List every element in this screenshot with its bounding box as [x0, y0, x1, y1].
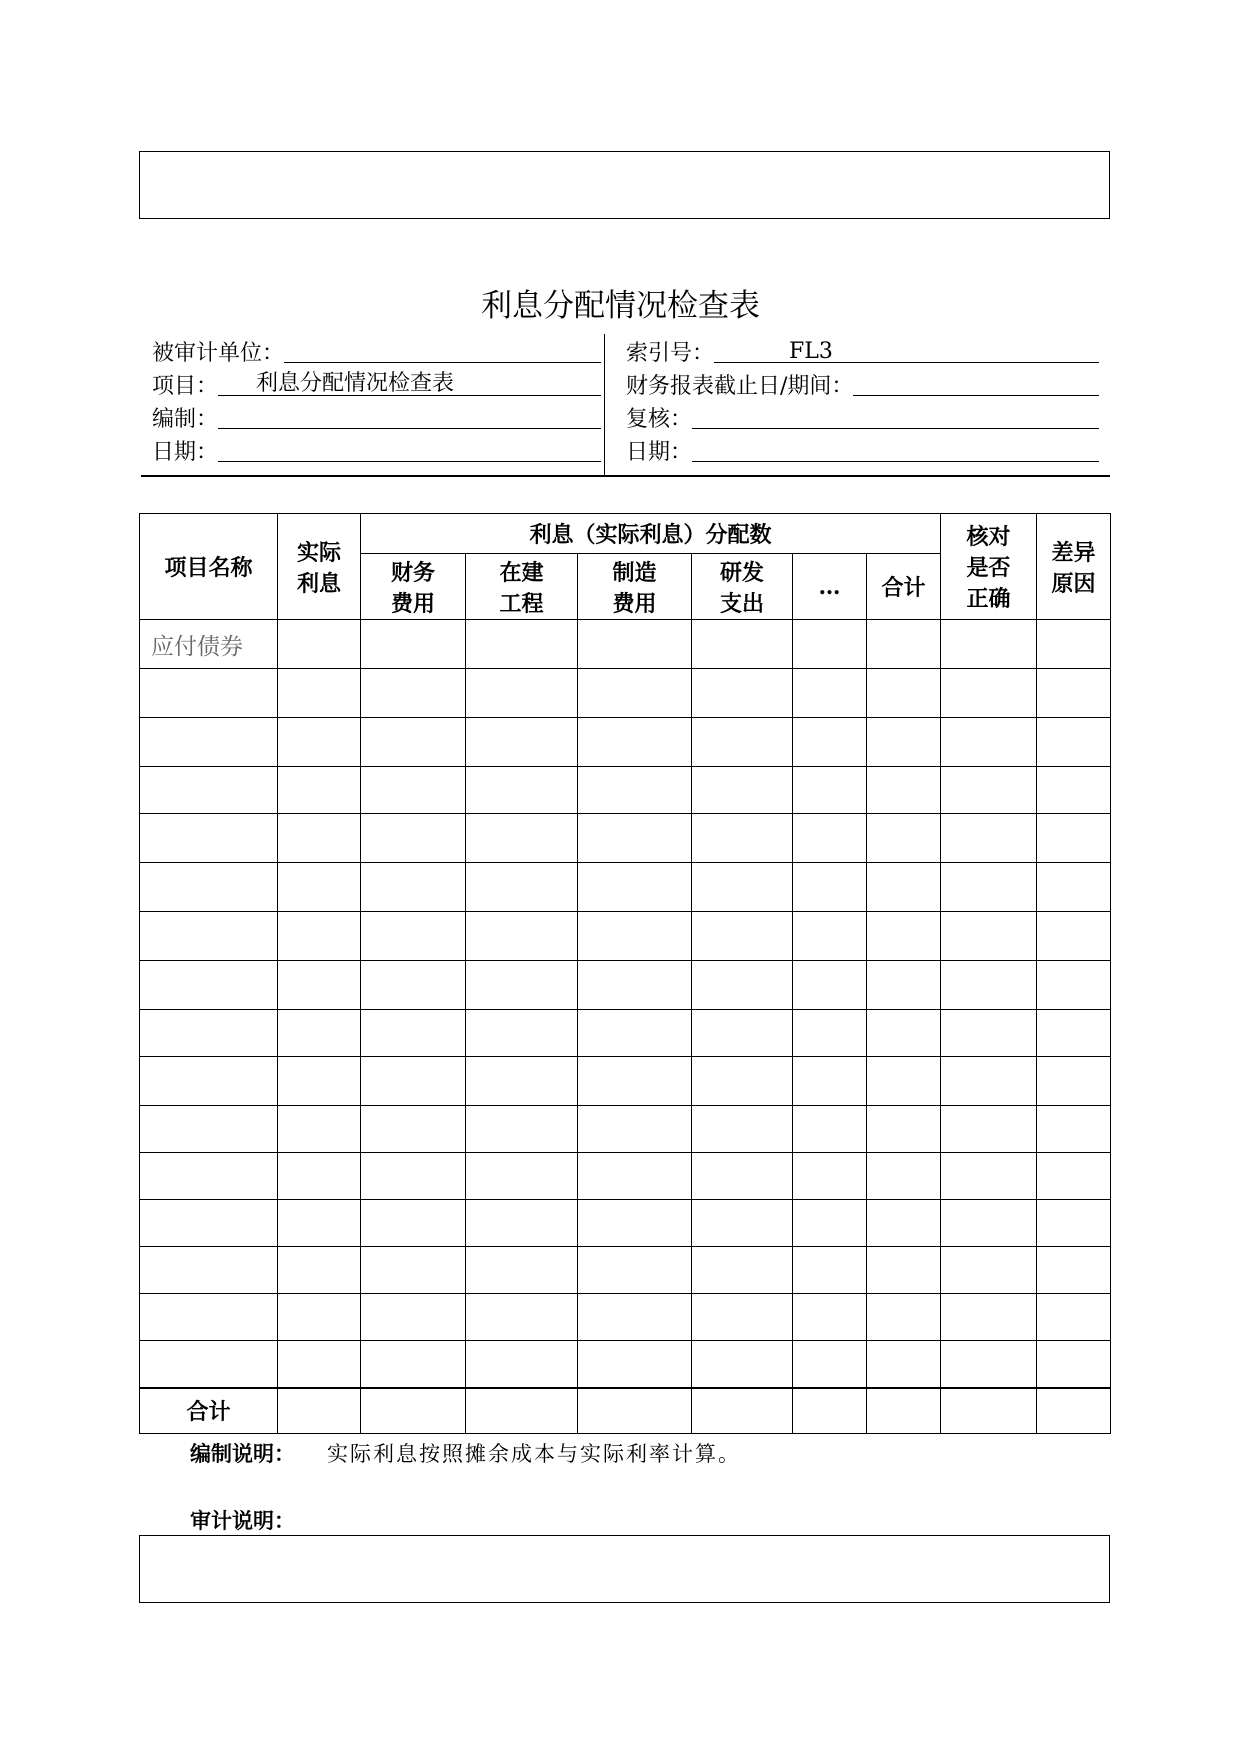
table-cell[interactable]: [578, 814, 692, 863]
table-cell[interactable]: [278, 814, 361, 863]
table-cell[interactable]: [867, 1341, 941, 1388]
project-field[interactable]: 利息分配情况检查表: [218, 367, 601, 396]
table-cell[interactable]: [578, 767, 692, 814]
table-cell[interactable]: [941, 1294, 1037, 1341]
table-cell[interactable]: [867, 863, 941, 912]
table-cell[interactable]: [692, 1153, 793, 1200]
total-row: [140, 1388, 1111, 1434]
table-cell[interactable]: [793, 1341, 867, 1388]
total-cell[interactable]: [793, 1388, 867, 1434]
total-cell[interactable]: [867, 1388, 941, 1434]
sub-col-header: 在建工程: [466, 554, 578, 620]
table-cell[interactable]: [466, 863, 578, 912]
table-cell[interactable]: [278, 1247, 361, 1294]
table-cell[interactable]: [692, 669, 793, 718]
period-row: [626, 367, 1099, 400]
col-header-item-name: 项目名称: [140, 514, 278, 620]
table-cell[interactable]: [361, 1153, 466, 1200]
table-cell[interactable]: [692, 1106, 793, 1153]
header-bottom-rule: [141, 475, 1110, 477]
table-cell[interactable]: [466, 961, 578, 1010]
table-row: [140, 1010, 1111, 1057]
interest-allocation-table: [139, 513, 1111, 1434]
item-name-cell[interactable]: [140, 1200, 278, 1247]
table-row: [140, 1153, 1111, 1200]
table-cell[interactable]: [941, 1010, 1037, 1057]
table-cell[interactable]: [941, 1200, 1037, 1247]
table-cell[interactable]: [867, 961, 941, 1010]
table-cell[interactable]: [578, 863, 692, 912]
table-cell[interactable]: [361, 620, 466, 669]
review-date-field[interactable]: [692, 433, 1099, 462]
header-left: [152, 334, 601, 477]
table-cell[interactable]: [692, 718, 793, 767]
table-cell[interactable]: [1037, 1247, 1111, 1294]
table-cell[interactable]: [941, 912, 1037, 961]
table-cell[interactable]: [1037, 620, 1111, 669]
sub-col-header: …: [793, 554, 867, 620]
table-cell[interactable]: [578, 1153, 692, 1200]
table-cell[interactable]: [867, 814, 941, 863]
table-cell[interactable]: [1037, 1200, 1111, 1247]
preparation-note: [190, 1438, 741, 1468]
audit-note: [190, 1505, 295, 1535]
item-name-cell[interactable]: [140, 961, 278, 1010]
table-cell[interactable]: [867, 1010, 941, 1057]
table-cell[interactable]: [361, 1341, 466, 1388]
table-cell[interactable]: [692, 620, 793, 669]
table-cell[interactable]: [361, 814, 466, 863]
table-cell[interactable]: [692, 1057, 793, 1106]
item-name-cell[interactable]: [140, 1057, 278, 1106]
total-cell[interactable]: [466, 1388, 578, 1434]
table-cell[interactable]: [793, 767, 867, 814]
total-cell[interactable]: [578, 1388, 692, 1434]
table-cell[interactable]: [1037, 1341, 1111, 1388]
item-name-cell[interactable]: [140, 669, 278, 718]
document-header: [141, 334, 1110, 477]
item-name-cell[interactable]: [140, 767, 278, 814]
period-field[interactable]: [853, 367, 1099, 396]
reviewer-field[interactable]: [692, 400, 1099, 429]
period-label: 财务报表截止日/期间：: [626, 374, 854, 399]
project-row: [152, 367, 601, 400]
col-header-check: 核对是否正确: [941, 514, 1037, 620]
table-cell[interactable]: [1037, 1153, 1111, 1200]
page-title: 利息分配情况检查表: [481, 288, 760, 324]
preparer-row: [152, 400, 601, 433]
table-cell[interactable]: [867, 1247, 941, 1294]
item-name-cell[interactable]: [140, 1153, 278, 1200]
table-cell[interactable]: [867, 1294, 941, 1341]
table-cell[interactable]: [1037, 669, 1111, 718]
table-cell[interactable]: [692, 961, 793, 1010]
table-cell[interactable]: [793, 1106, 867, 1153]
table-cell[interactable]: [578, 1106, 692, 1153]
audited-entity-row: [152, 334, 601, 367]
table-cell[interactable]: [578, 718, 692, 767]
header-divider: [604, 334, 605, 476]
item-name-cell[interactable]: [140, 1294, 278, 1341]
table-cell[interactable]: [466, 767, 578, 814]
table-cell[interactable]: [1037, 912, 1111, 961]
table-cell[interactable]: [867, 767, 941, 814]
table-row: [140, 1106, 1111, 1153]
table-cell[interactable]: [466, 1010, 578, 1057]
reviewer-label: 复核：: [626, 407, 693, 432]
table-cell[interactable]: [578, 1247, 692, 1294]
table-cell[interactable]: [1037, 1294, 1111, 1341]
table-cell[interactable]: [867, 1153, 941, 1200]
top-note-box: [139, 151, 1110, 219]
table-cell[interactable]: [867, 620, 941, 669]
table-cell[interactable]: [278, 1200, 361, 1247]
table-cell[interactable]: [361, 767, 466, 814]
table-cell[interactable]: [278, 961, 361, 1010]
item-name-cell[interactable]: [140, 1010, 278, 1057]
col-header-allocation-group: 利息（实际利息）分配数: [361, 514, 941, 554]
table-cell[interactable]: [867, 1200, 941, 1247]
table-cell[interactable]: [466, 1247, 578, 1294]
table-cell[interactable]: [278, 718, 361, 767]
table-cell[interactable]: [578, 620, 692, 669]
col-header-actual-interest: 实际利息: [278, 514, 361, 620]
table-cell[interactable]: [1037, 1010, 1111, 1057]
table-cell[interactable]: [578, 1057, 692, 1106]
table-row: [140, 620, 1111, 669]
table-cell[interactable]: [692, 1010, 793, 1057]
table-cell[interactable]: [466, 1341, 578, 1388]
table-cell[interactable]: [692, 912, 793, 961]
table-cell[interactable]: [867, 669, 941, 718]
table-cell[interactable]: [466, 1294, 578, 1341]
project-label: 项目：: [152, 374, 219, 399]
table-cell[interactable]: [941, 1106, 1037, 1153]
table-cell[interactable]: [692, 1294, 793, 1341]
table-cell[interactable]: [793, 1200, 867, 1247]
table-cell[interactable]: [578, 669, 692, 718]
table-cell[interactable]: [361, 912, 466, 961]
table-cell[interactable]: [578, 1010, 692, 1057]
table-row: [140, 767, 1111, 814]
table-cell[interactable]: [361, 1010, 466, 1057]
table-cell[interactable]: [692, 1341, 793, 1388]
item-name-cell[interactable]: [140, 863, 278, 912]
audited-entity-field[interactable]: [284, 334, 601, 363]
header-right: [626, 334, 1099, 477]
table-cell[interactable]: [578, 961, 692, 1010]
table-cell[interactable]: [867, 718, 941, 767]
reviewer-row: [626, 400, 1099, 433]
table-cell[interactable]: [466, 1153, 578, 1200]
table-cell[interactable]: [793, 863, 867, 912]
prep-date-label: 日期：: [152, 440, 219, 465]
table-row: [140, 961, 1111, 1010]
table-cell[interactable]: [941, 767, 1037, 814]
table-cell[interactable]: [793, 669, 867, 718]
audited-entity-label: 被审计单位：: [152, 341, 285, 366]
table-cell[interactable]: [941, 863, 1037, 912]
table-cell[interactable]: [466, 620, 578, 669]
total-cell[interactable]: [361, 1388, 466, 1434]
table-cell[interactable]: [1037, 1057, 1111, 1106]
preparation-note-label: 编制说明：: [190, 1441, 295, 1466]
table-cell[interactable]: [692, 1247, 793, 1294]
table-cell[interactable]: [578, 912, 692, 961]
table-cell[interactable]: [793, 1057, 867, 1106]
table-cell[interactable]: [361, 718, 466, 767]
table-row: [140, 1294, 1111, 1341]
table-cell[interactable]: [793, 1010, 867, 1057]
table-cell[interactable]: [941, 1153, 1037, 1200]
table-cell[interactable]: [941, 814, 1037, 863]
table-cell[interactable]: [361, 669, 466, 718]
index-field[interactable]: FL3: [714, 334, 1099, 363]
review-date-row: [626, 433, 1099, 466]
table-cell[interactable]: [1037, 1106, 1111, 1153]
table-cell[interactable]: [941, 1341, 1037, 1388]
table-cell[interactable]: [578, 1341, 692, 1388]
table-cell[interactable]: [692, 767, 793, 814]
total-cell[interactable]: [692, 1388, 793, 1434]
index-row: [626, 334, 1099, 367]
table-cell[interactable]: [941, 669, 1037, 718]
sub-col-header: 研发支出: [692, 554, 793, 620]
table-cell[interactable]: [793, 912, 867, 961]
table-cell[interactable]: [361, 1200, 466, 1247]
table-cell[interactable]: [278, 1057, 361, 1106]
table-row: [140, 718, 1111, 767]
table-cell[interactable]: [278, 863, 361, 912]
table-cell[interactable]: [867, 1106, 941, 1153]
table-cell[interactable]: [466, 718, 578, 767]
table-cell[interactable]: [466, 1106, 578, 1153]
table-cell[interactable]: [941, 1057, 1037, 1106]
table-cell[interactable]: [692, 863, 793, 912]
total-cell[interactable]: [941, 1388, 1037, 1434]
item-name-cell[interactable]: [140, 912, 278, 961]
table-cell[interactable]: [278, 767, 361, 814]
table-cell[interactable]: [1037, 814, 1111, 863]
table-cell[interactable]: [941, 620, 1037, 669]
table-cell[interactable]: [793, 1294, 867, 1341]
prep-date-field[interactable]: [218, 433, 601, 462]
review-date-label: 日期：: [626, 440, 693, 465]
total-cell[interactable]: [1037, 1388, 1111, 1434]
table-cell[interactable]: [361, 961, 466, 1010]
table-row: [140, 1057, 1111, 1106]
table-cell[interactable]: [466, 912, 578, 961]
preparer-label: 编制：: [152, 407, 219, 432]
table-cell[interactable]: [361, 1247, 466, 1294]
col-header-diff-reason: 差异原因: [1037, 514, 1111, 620]
table-cell[interactable]: [361, 1057, 466, 1106]
table-cell[interactable]: [867, 1057, 941, 1106]
total-cell[interactable]: [278, 1388, 361, 1434]
table-cell[interactable]: [578, 1200, 692, 1247]
table-row: [140, 1341, 1111, 1388]
table-cell[interactable]: [278, 1341, 361, 1388]
table-cell[interactable]: [793, 814, 867, 863]
table-cell[interactable]: [278, 1153, 361, 1200]
table-cell[interactable]: [466, 1057, 578, 1106]
sub-col-header: 财务费用: [361, 554, 466, 620]
table-cell[interactable]: [278, 1106, 361, 1153]
table-row: [140, 1247, 1111, 1294]
item-name-cell[interactable]: [140, 1341, 278, 1388]
table-cell[interactable]: [278, 1294, 361, 1341]
sub-col-header: 制造费用: [578, 554, 692, 620]
table-cell[interactable]: [466, 1200, 578, 1247]
index-label: 索引号：: [626, 341, 715, 366]
table-cell[interactable]: [1037, 863, 1111, 912]
preparation-note-text: 实际利息按照摊余成本与实际利率计算。: [327, 1442, 741, 1466]
item-name-cell[interactable]: [140, 718, 278, 767]
table-cell[interactable]: [941, 718, 1037, 767]
table-row: [140, 1200, 1111, 1247]
table-cell[interactable]: [1037, 767, 1111, 814]
preparer-field[interactable]: [218, 400, 601, 429]
table-cell[interactable]: [867, 912, 941, 961]
table-cell[interactable]: [793, 1153, 867, 1200]
table-cell[interactable]: [278, 620, 361, 669]
table-cell[interactable]: [793, 718, 867, 767]
table-cell[interactable]: [941, 1247, 1037, 1294]
prep-date-row: [152, 433, 601, 466]
item-name-cell[interactable]: [140, 1106, 278, 1153]
table-cell[interactable]: [278, 1010, 361, 1057]
sub-col-header: 合计: [867, 554, 941, 620]
item-name-cell[interactable]: 应付债券: [140, 620, 278, 669]
table-cell[interactable]: [692, 1200, 793, 1247]
table-cell[interactable]: [941, 961, 1037, 1010]
table-cell[interactable]: [361, 1106, 466, 1153]
table-cell[interactable]: [361, 863, 466, 912]
total-label: 合计: [140, 1388, 278, 1434]
table-cell[interactable]: [793, 961, 867, 1010]
table-row: [140, 669, 1111, 718]
audit-note-box[interactable]: [139, 1535, 1110, 1603]
table-row: [140, 863, 1111, 912]
table-cell[interactable]: [361, 1294, 466, 1341]
table-cell[interactable]: [578, 1294, 692, 1341]
table-row: [140, 814, 1111, 863]
table-cell[interactable]: [692, 814, 793, 863]
item-name-cell[interactable]: [140, 1247, 278, 1294]
item-name-cell[interactable]: [140, 814, 278, 863]
table-cell[interactable]: [278, 669, 361, 718]
table-cell[interactable]: [278, 912, 361, 961]
audit-note-label: 审计说明：: [190, 1508, 295, 1533]
table-cell[interactable]: [793, 620, 867, 669]
table-row: [140, 912, 1111, 961]
table-cell[interactable]: [466, 814, 578, 863]
table-cell[interactable]: [466, 669, 578, 718]
table-cell[interactable]: [1037, 961, 1111, 1010]
table-cell[interactable]: [793, 1247, 867, 1294]
table-cell[interactable]: [1037, 718, 1111, 767]
